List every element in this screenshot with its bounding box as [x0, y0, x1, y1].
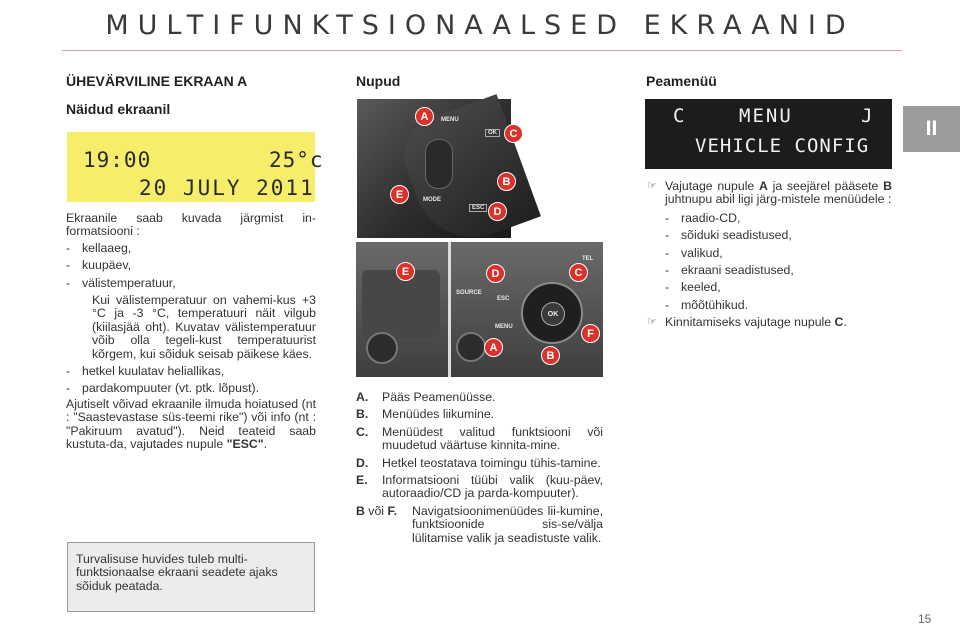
list-item: - hetkel kuulatav heliallikas, [66, 364, 225, 379]
confirm-instruction: ☞ Kinnitamiseks vajutage nupule C. [647, 315, 847, 330]
badge-d: D [486, 264, 505, 283]
info-list-2 [66, 365, 316, 396]
section-heading-buttons: Nupud [356, 73, 401, 89]
menu-list [665, 212, 892, 312]
menu-screen [645, 99, 892, 169]
list-item: - pardakompuuter (vt. ptk. lõpust). [66, 381, 260, 396]
instruction: ☞ Vajutage nupule A ja seejärel pääsete B juhtnupu abil ligi järg-mistele menüüdele : [647, 179, 893, 207]
title-divider [62, 50, 902, 51]
esc-button-label-2: ESC [497, 296, 510, 302]
subheading-display: Näidud ekraanil [66, 101, 171, 117]
main-menu-text [647, 180, 892, 330]
legend-row: B. Menüüdes liikumine. [356, 407, 495, 422]
temperature-note: Kui välistemperatuur on vahemi-kus +3 °C ja -3 °C, temperatuuri näit vilgub (kiilasjää oht). Kuvatav välistemperatuur võib olla tegeli-kust temperatuurist kõrgem, kui sõiduk seisab päikese käes. [92, 293, 316, 361]
dashboard-photo [356, 242, 603, 377]
safety-note-box: Turvalisuse huvides tuleb multi-funktsionaalse ekraani seadete ajaks sõiduk peatada. [67, 542, 315, 612]
page-number: 15 [918, 612, 932, 626]
stalk-photo [357, 99, 518, 238]
lcd-date: 20 JULY 2011 [139, 176, 315, 200]
legend-row: C. Menüüdest valitud funktsiooni või muudetud väärtuse kinnita-mine. [356, 424, 603, 453]
warnings-paragraph: Ajutiselt võivad ekraanile ilmuda hoiatused (nt : "Saastevastase süs-teemi rike") või info (nt : "Pakiruum avatud"). Neid teateid saab kustuta-da, vajutades nupule "ESC". [66, 396, 316, 452]
badge-b: B [497, 172, 516, 191]
volume-knob [456, 332, 486, 362]
badge-a: A [484, 338, 503, 357]
esc-button-label: ESC [469, 204, 487, 212]
lcd-display [67, 132, 324, 202]
left-text-block [66, 212, 316, 452]
navigation-pad [521, 282, 583, 344]
chapter-tab: II [903, 106, 960, 152]
ok-button-label: OK [485, 129, 500, 137]
menu-screen-left-arrow: C [673, 105, 687, 127]
thumbwheel [425, 139, 453, 189]
pointer-icon: ☞ [647, 316, 657, 329]
list-item: - ekraani seadistused, [665, 263, 794, 278]
badge-c: C [569, 263, 588, 282]
section-heading-main-menu: Peamenüü [646, 73, 717, 89]
legend-row: D. Hetkel teostatava toimingu tühis-tamine. [356, 455, 601, 470]
lcd-temperature: 25°c [269, 148, 324, 172]
button-legend [356, 391, 603, 545]
badge-e: E [396, 262, 415, 281]
badge-a: A [415, 107, 434, 126]
list-item: - mõõtühikud. [665, 297, 748, 312]
page-title: MULTIFUNKTSIONAALSED EKRAANID [105, 10, 855, 41]
menu-button-label-2: MENU [495, 324, 513, 330]
menu-screen-item: VEHICLE CONFIG [695, 135, 870, 157]
badge-d: D [488, 202, 507, 221]
menu-button-label: MENU [441, 117, 459, 123]
list-item: - keeled, [665, 280, 721, 295]
badge-c: C [504, 124, 523, 143]
tel-button-label: TEL [582, 256, 594, 262]
mode-button-label: MODE [423, 197, 441, 203]
lcd-time: 19:00 [83, 148, 152, 172]
badge-f: F [581, 324, 600, 343]
legend-row-b-f: B või F. Navigatsioonimenüüdes lii-kumine, funktsioonide sis-se/välja lülitamise valik ja seadistuste valik. [356, 503, 603, 545]
list-item: - välistemperatuur, [66, 275, 176, 290]
list-item: - kuupäev, [66, 258, 131, 273]
pointer-icon: ☞ [647, 180, 657, 192]
intro-text: Ekraanile saab kuvada järgmist in-formatsiooni : [66, 211, 316, 239]
list-item: - sõiduki seadistused, [665, 228, 792, 243]
info-list [66, 242, 316, 290]
source-button-label: SOURCE [456, 290, 482, 296]
legend-row: A. Pääs Peamenüüsse. [356, 390, 496, 404]
esc-key-label: "ESC" [226, 437, 264, 452]
menu-screen-right-arrow: J [861, 105, 875, 127]
ok-center-button: OK [541, 302, 565, 326]
menu-screen-title: MENU [739, 105, 793, 127]
knob [366, 332, 398, 364]
list-item: - valikud, [665, 245, 723, 260]
legend-row: E. Informatsiooni tüübi valik (kuu-päev, autoraadio/CD ja parda-kompuuter). [356, 473, 603, 501]
list-item: - kellaaeg, [66, 240, 132, 255]
photo-divider [448, 242, 451, 377]
section-heading-screen-a: ÜHEVÄRVILINE EKRAAN A [66, 73, 248, 89]
list-item: - raadio-CD, [665, 210, 741, 225]
badge-b: B [541, 346, 560, 365]
badge-e: E [390, 185, 409, 204]
